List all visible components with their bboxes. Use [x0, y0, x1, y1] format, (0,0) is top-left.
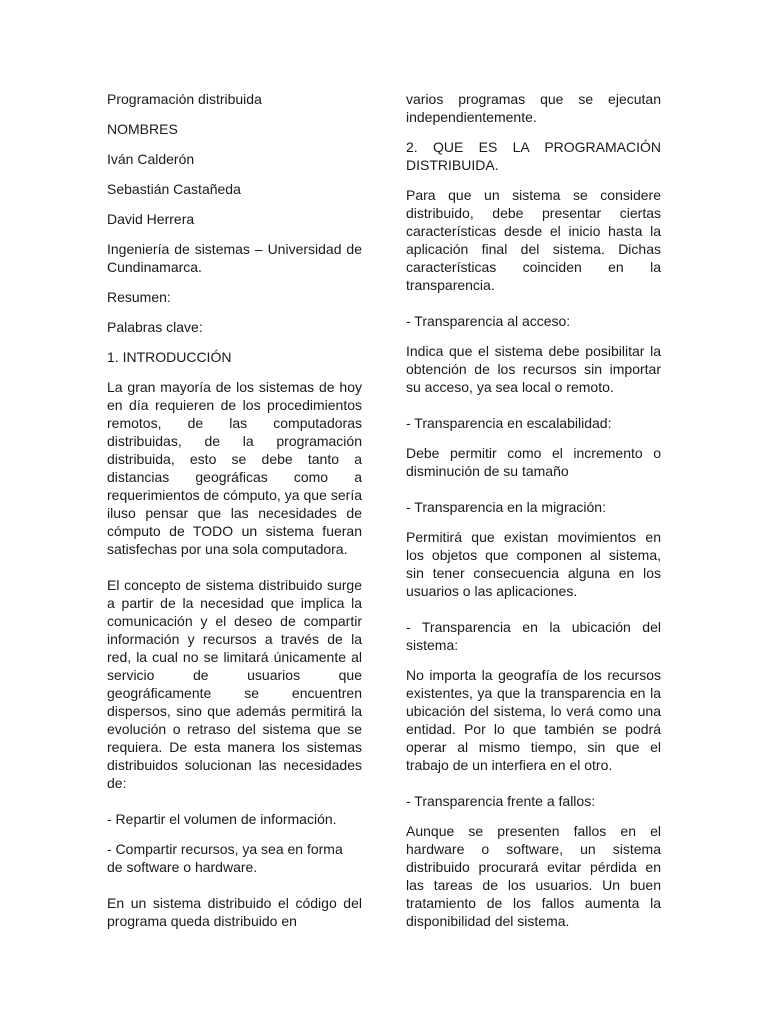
- affiliation: Ingeniería de sistemas – Universidad de Cundinamarca.: [107, 241, 362, 275]
- item-body: Debe permitir como el incremento o disminución de su tamaño: [406, 445, 661, 479]
- document-title: Programación distribuida: [107, 91, 262, 107]
- section-heading-distributed-programming: 2. QUE ES LA PROGRAMACIÓN DISTRIBUIDA.: [406, 139, 661, 173]
- item-body: Aunque se presenten fallos en el hardware o software, un sistema distribuido procurará evitar pérdida en las tareas de los usuarios. Un buen tratamiento de los fallos aumenta la disponibilidad del sistema.: [406, 823, 661, 929]
- author-name: David Herrera: [107, 211, 195, 227]
- transparency-item: [406, 312, 661, 396]
- transparency-item: [406, 414, 661, 480]
- transparency-item: [406, 618, 661, 774]
- section-heading-introduction: 1. INTRODUCCIÓN: [107, 349, 232, 365]
- left-column: [107, 90, 362, 942]
- paragraph: Para que un sistema se considere distribuido, debe presentar ciertas características desde el inicio hasta la aplicación final del sistema. Dichas características coinciden en la transparencia.: [406, 187, 661, 293]
- list-item: - Repartir el volumen de información.: [107, 811, 337, 827]
- item-title: - Transparencia en la ubicación del sistema:: [406, 619, 661, 653]
- author-name: Sebastián Castañeda: [107, 181, 241, 197]
- author-name: Iván Calderón: [107, 151, 195, 167]
- paragraph: En un sistema distribuido el código del programa queda distribuido en: [107, 895, 362, 929]
- paragraph: varios programas que se ejecutan independientemente.: [406, 91, 661, 125]
- item-title: - Transparencia al acceso:: [406, 313, 571, 329]
- right-column: [406, 90, 661, 942]
- item-title: - Transparencia en la migración:: [406, 499, 606, 515]
- names-label: NOMBRES: [107, 121, 178, 137]
- abstract-label: Resumen:: [107, 289, 171, 305]
- bullet-list: [107, 810, 362, 876]
- paragraph: El concepto de sistema distribuido surge a partir de la necesidad que implica la comunicación y el deseo de compartir información y recursos a través de la red, la cual no se limitará únicamente al servicio de usuarios que geográficamente se encuentren dispersos, sino que además permitirá la evolución o retraso del sistema que se requiera. De esta manera los sistemas distribuidos solucionan las necesidades de:: [107, 577, 362, 791]
- transparency-item: [406, 498, 661, 600]
- item-body: No importa la geografía de los recursos existentes, ya que la transparencia en la ubicación del sistema, lo verá como una entidad. Por lo que también se podrá operar al mismo tiempo, sin que el trabajo de un interfiera en el otro.: [406, 667, 661, 773]
- transparency-item: [406, 792, 661, 930]
- item-body: Indica que el sistema debe posibilitar la obtención de los recursos sin importar su acceso, ya sea local o remoto.: [406, 343, 661, 395]
- item-title: - Transparencia frente a fallos:: [406, 793, 596, 809]
- item-body: Permitirá que existan movimientos en los objetos que componen al sistema, sin tener consecuencia alguna en los usuarios o las aplicaciones.: [406, 529, 661, 599]
- list-item: - Compartir recursos, ya sea en forma de software o hardware.: [107, 841, 343, 875]
- item-title: - Transparencia en escalabilidad:: [406, 415, 612, 431]
- paragraph: La gran mayoría de los sistemas de hoy en día requieren de los procedimientos remotos, de las computadoras distribuidas, de la programación distribuida, esto se debe tanto a distancias geográficas como a requerimientos de cómputo, ya que sería iluso pensar que las necesidades de cómputo de TODO un sistema fueran satisfechas por una sola computadora.: [107, 379, 362, 557]
- keywords-label: Palabras clave:: [107, 319, 203, 335]
